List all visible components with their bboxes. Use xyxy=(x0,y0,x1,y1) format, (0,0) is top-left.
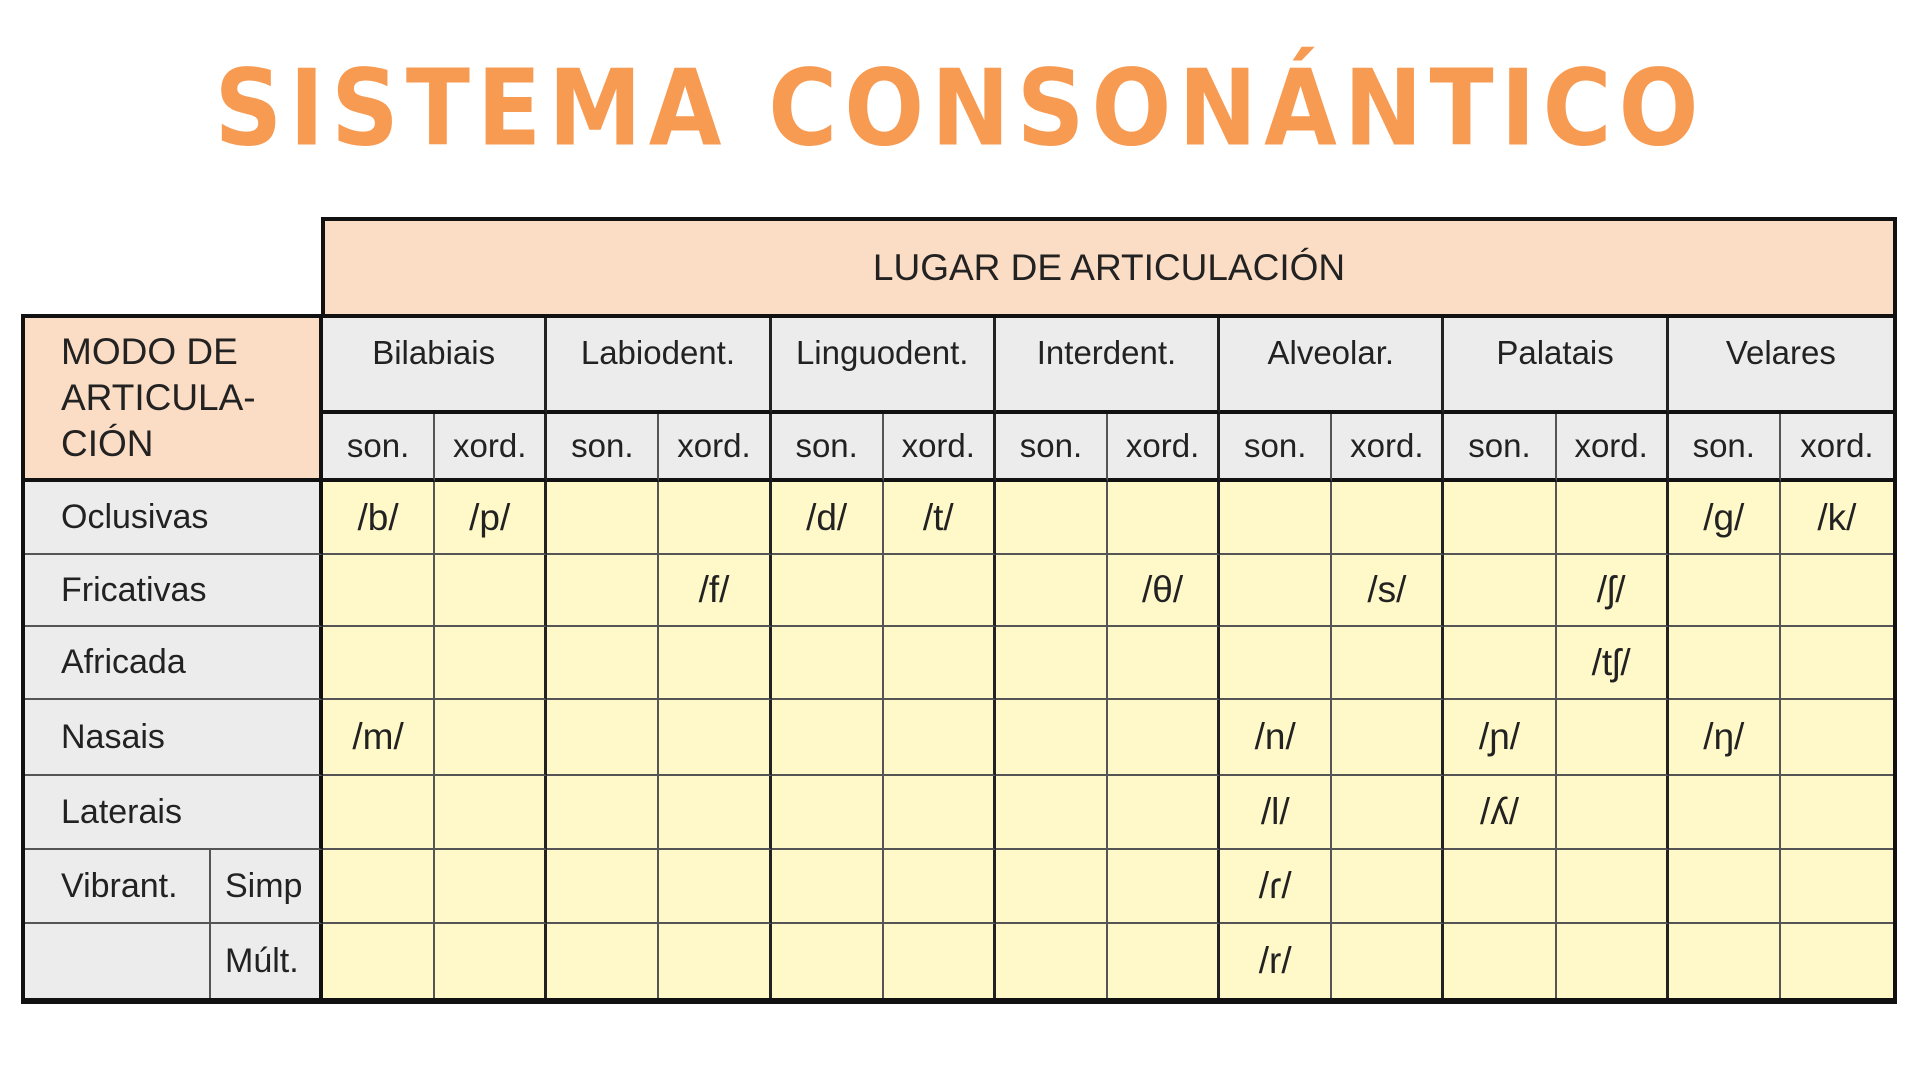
voicing-header-xord: xord. xyxy=(1332,414,1444,482)
phoneme-cell xyxy=(323,924,435,998)
phoneme-cell xyxy=(659,776,771,850)
phoneme-cell xyxy=(1669,924,1781,998)
voicing-header-son: son. xyxy=(323,414,435,482)
phoneme-cell xyxy=(659,850,771,924)
phoneme-cell xyxy=(323,850,435,924)
phoneme-cell xyxy=(1108,776,1220,850)
phoneme-cell xyxy=(884,700,996,776)
phoneme-cell xyxy=(772,700,884,776)
voicing-header-xord: xord. xyxy=(1781,414,1893,482)
phoneme-cell xyxy=(1108,627,1220,700)
phoneme-cell xyxy=(1781,700,1893,776)
phoneme-cell xyxy=(659,627,771,700)
phoneme-cell xyxy=(547,555,659,627)
phoneme-cell: /f/ xyxy=(659,555,771,627)
phoneme-cell xyxy=(1557,850,1669,924)
phoneme-cell xyxy=(659,700,771,776)
phoneme-cell xyxy=(547,850,659,924)
phoneme-cell: /p/ xyxy=(435,482,547,555)
phoneme-cell xyxy=(772,555,884,627)
phoneme-cell xyxy=(435,555,547,627)
phoneme-cell xyxy=(1781,776,1893,850)
place-header-linguodent: Linguodent. xyxy=(772,318,996,414)
phoneme-cell: /s/ xyxy=(1332,555,1444,627)
phoneme-cell xyxy=(1332,924,1444,998)
phoneme-cell xyxy=(1444,924,1556,998)
row-sublabel: Simp xyxy=(211,850,323,924)
phoneme-cell xyxy=(772,850,884,924)
phoneme-cell xyxy=(435,924,547,998)
phoneme-cell xyxy=(1444,482,1556,555)
phoneme-cell xyxy=(323,555,435,627)
phoneme-cell: /m/ xyxy=(323,700,435,776)
voicing-header-xord: xord. xyxy=(1108,414,1220,482)
phoneme-cell xyxy=(996,850,1108,924)
phoneme-cell xyxy=(323,776,435,850)
phoneme-cell xyxy=(884,850,996,924)
phoneme-cell xyxy=(772,627,884,700)
phoneme-cell xyxy=(1108,482,1220,555)
phoneme-cell xyxy=(547,924,659,998)
phoneme-cell xyxy=(1220,627,1332,700)
phoneme-cell: /r/ xyxy=(1220,924,1332,998)
phoneme-cell xyxy=(1669,627,1781,700)
phoneme-cell: /ŋ/ xyxy=(1669,700,1781,776)
phoneme-cell xyxy=(884,776,996,850)
phoneme-cell xyxy=(1444,850,1556,924)
place-header-labiodent: Labiodent. xyxy=(547,318,771,414)
phoneme-cell xyxy=(1781,850,1893,924)
voicing-header-son: son. xyxy=(772,414,884,482)
consonant-table xyxy=(21,314,1897,1004)
phoneme-cell xyxy=(1220,555,1332,627)
phoneme-cell xyxy=(1332,850,1444,924)
row-label: Africada xyxy=(25,627,323,700)
phoneme-cell: /t/ xyxy=(884,482,996,555)
place-header-interdent: Interdent. xyxy=(996,318,1220,414)
phoneme-cell xyxy=(547,776,659,850)
voicing-header-son: son. xyxy=(1220,414,1332,482)
voicing-header-son: son. xyxy=(547,414,659,482)
phoneme-cell xyxy=(996,700,1108,776)
phoneme-cell xyxy=(1669,776,1781,850)
phoneme-cell xyxy=(1557,776,1669,850)
row-label: Oclusivas xyxy=(25,482,323,555)
row-label-empty xyxy=(25,924,211,998)
phoneme-cell xyxy=(435,700,547,776)
phoneme-cell: /θ/ xyxy=(1108,555,1220,627)
phoneme-cell xyxy=(1108,850,1220,924)
phoneme-cell xyxy=(1332,627,1444,700)
phoneme-cell xyxy=(1444,627,1556,700)
phoneme-cell xyxy=(1557,924,1669,998)
row-label: Fricativas xyxy=(25,555,323,627)
row-label: Laterais xyxy=(25,776,323,850)
phoneme-cell xyxy=(1108,700,1220,776)
phoneme-cell xyxy=(1557,700,1669,776)
phoneme-cell xyxy=(996,776,1108,850)
page-title: SISTEMA CONSONÁNTICO xyxy=(214,48,1706,171)
phoneme-cell xyxy=(547,700,659,776)
phoneme-cell xyxy=(884,627,996,700)
phoneme-cell: /k/ xyxy=(1781,482,1893,555)
phoneme-cell xyxy=(996,627,1108,700)
voicing-header-xord: xord. xyxy=(884,414,996,482)
phoneme-cell: /ɾ/ xyxy=(1220,850,1332,924)
place-header-velares: Velares xyxy=(1669,318,1893,414)
phoneme-cell xyxy=(659,924,771,998)
phoneme-cell xyxy=(772,776,884,850)
phoneme-cell xyxy=(435,627,547,700)
phoneme-cell xyxy=(772,924,884,998)
phoneme-cell xyxy=(996,924,1108,998)
phoneme-cell xyxy=(435,776,547,850)
phoneme-cell xyxy=(1669,555,1781,627)
row-label: Vibrant. xyxy=(25,850,211,924)
phoneme-cell xyxy=(1332,482,1444,555)
row-sublabel: Múlt. xyxy=(211,924,323,998)
phoneme-cell xyxy=(435,850,547,924)
phoneme-cell xyxy=(659,482,771,555)
phoneme-cell xyxy=(547,482,659,555)
phoneme-cell xyxy=(1781,924,1893,998)
phoneme-cell: /l/ xyxy=(1220,776,1332,850)
phoneme-cell: /tʃ/ xyxy=(1557,627,1669,700)
place-header-palatais: Palatais xyxy=(1444,318,1668,414)
phoneme-cell xyxy=(996,555,1108,627)
row-label: Nasais xyxy=(25,700,323,776)
phoneme-cell xyxy=(996,482,1108,555)
phoneme-cell xyxy=(1557,482,1669,555)
phoneme-cell: /ʃ/ xyxy=(1557,555,1669,627)
phoneme-cell xyxy=(1669,850,1781,924)
place-header-bilabiais: Bilabiais xyxy=(323,318,547,414)
phoneme-cell xyxy=(547,627,659,700)
phoneme-cell xyxy=(1444,555,1556,627)
phoneme-cell: /ɲ/ xyxy=(1444,700,1556,776)
phoneme-cell xyxy=(1332,776,1444,850)
phoneme-cell xyxy=(323,627,435,700)
voicing-header-xord: xord. xyxy=(1557,414,1669,482)
phoneme-cell: /d/ xyxy=(772,482,884,555)
phoneme-cell: /n/ xyxy=(1220,700,1332,776)
phoneme-cell xyxy=(1332,700,1444,776)
voicing-header-son: son. xyxy=(1669,414,1781,482)
phoneme-cell xyxy=(1220,482,1332,555)
manner-of-articulation-header: MODO DE ARTICULA- CIÓN xyxy=(25,318,323,482)
phoneme-cell: /b/ xyxy=(323,482,435,555)
phoneme-cell: /g/ xyxy=(1669,482,1781,555)
voicing-header-xord: xord. xyxy=(435,414,547,482)
phoneme-cell xyxy=(1108,924,1220,998)
place-of-articulation-header: LUGAR DE ARTICULACIÓN xyxy=(321,217,1897,315)
phoneme-cell xyxy=(1781,555,1893,627)
phoneme-cell: /ʎ/ xyxy=(1444,776,1556,850)
phoneme-cell xyxy=(884,555,996,627)
phoneme-cell xyxy=(884,924,996,998)
voicing-header-xord: xord. xyxy=(659,414,771,482)
place-header-alveolar: Alveolar. xyxy=(1220,318,1444,414)
phoneme-cell xyxy=(1781,627,1893,700)
voicing-header-son: son. xyxy=(996,414,1108,482)
voicing-header-son: son. xyxy=(1444,414,1556,482)
